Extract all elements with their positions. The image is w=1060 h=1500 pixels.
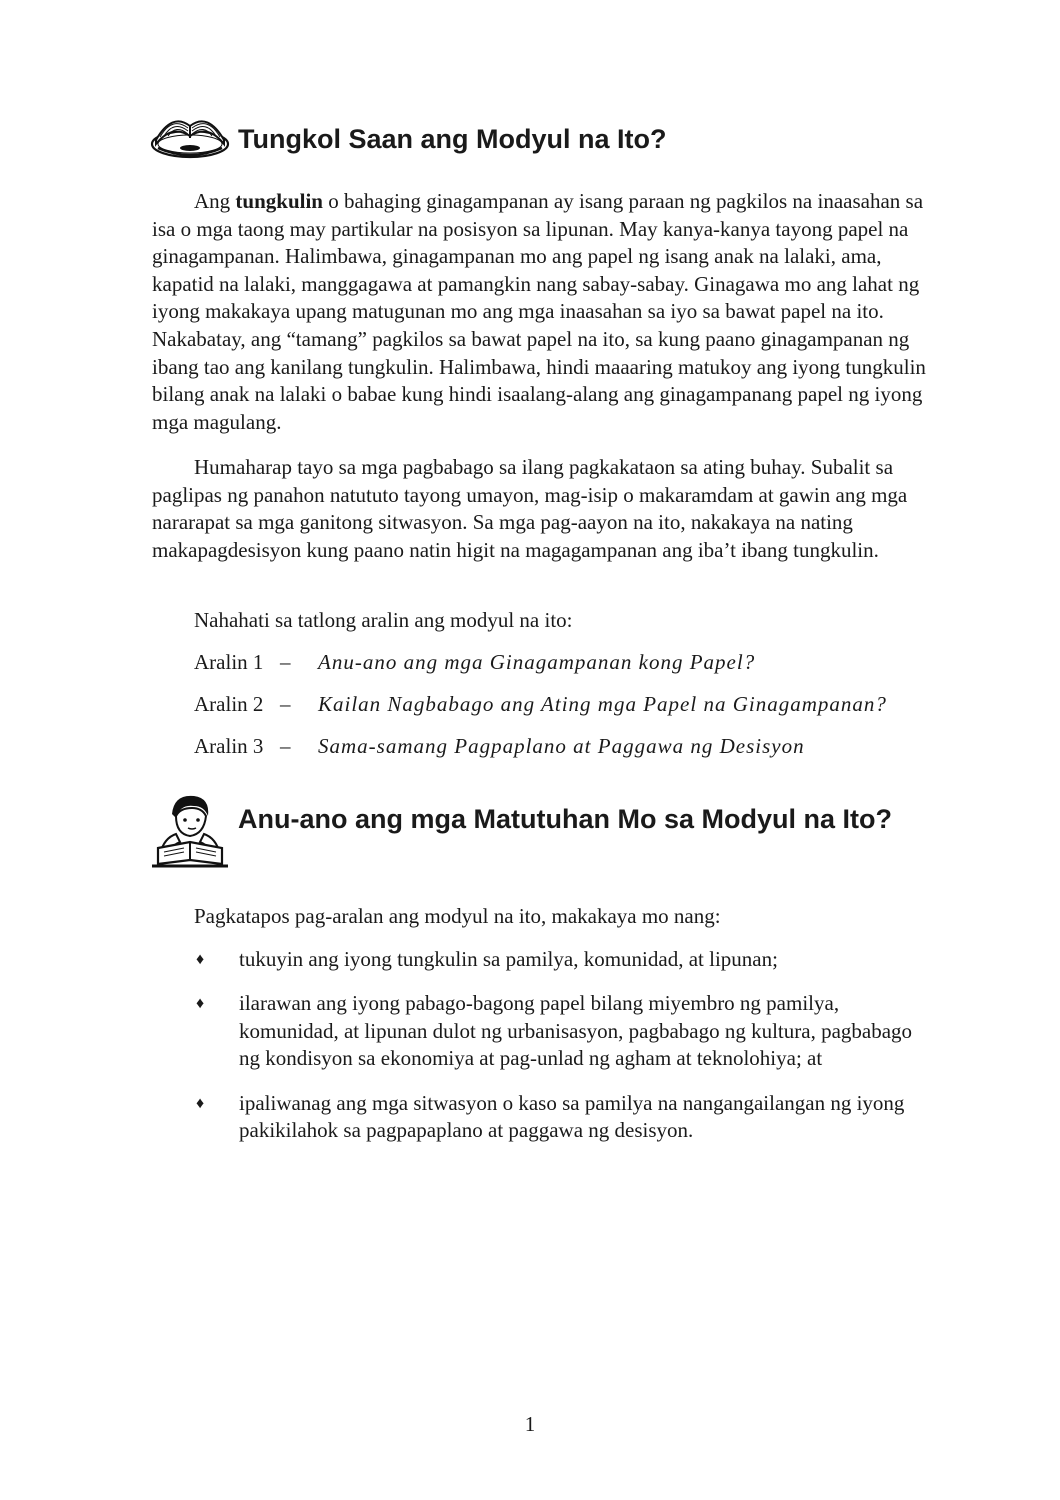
- paragraph-2-text: Humaharap tayo sa mga pagbabago sa ilang pagkakataon sa ating buhay. Subalit sa paglipas ng panahon natututo tayong umayon, mag-isip o makaramdam at gawin ang mga nararapat sa mga ganitong sitwasyon. Sa mga pag-aayon na ito, nakakaya na nating makapagdesisyon kung paano natin higit na magagampanan ang iba’t ibang tungkulin.: [152, 455, 908, 562]
- paragraph-1-pre: Ang: [194, 189, 236, 213]
- list-item-text: tukuyin ang iyong tungkulin sa pamilya, komunidad, at lipunan;: [239, 947, 778, 971]
- paragraph-1-post: o bahaging ginagampanan ay isang paraan ng pagkilos na inaasahan sa isa o mga taong may partikular na posisyon sa lipunan. May kanya-kanya tayong papel na ginagampanan. Halimbawa, ginagampanan mo ang papel ng isang anak na lalaki, ama, kapatid na lalaki, manggagawa at pamangkin nang sabay-sabay. Ginagawa mo ang lahat ng iyong makakaya upang matugunan mo ang mga inaasahan sa iyo sa bawat papel na ito. Nakabatay, ang “tamang” pagkilos sa bawat papel na ito, sa kung paano ginagampanan ng ibang tao ang kanilang tungkulin. Halimbawa, hindi maaaring matukoy ang iyong tungkulin bilang anak na lalaki o babae kung hindi isaalang-alang ang ginagampanang papel ng iyong mga magulang.: [152, 189, 926, 434]
- section-title-objectives: Anu-ano ang mga Matutuhan Mo sa Modyul na Ito?: [238, 804, 892, 834]
- section-title-about: Tungkol Saan ang Modyul na Ito?: [238, 124, 667, 154]
- lesson-label: Aralin 1: [194, 650, 264, 674]
- diamond-bullet-icon: ♦: [196, 1094, 205, 1112]
- list-item: [194, 946, 924, 973]
- student-reading-icon: [150, 790, 230, 875]
- term-tungkulin: tungkulin: [235, 189, 323, 213]
- list-item-text: ipaliwanag ang mga sitwasyon o kaso sa pamilya na nangangailangan ng iyong pakikilahok sa pagpapaplano at paggawa ng desisyon.: [239, 1090, 905, 1143]
- lesson-title: Anu-ano ang mga Ginagampanan kong Papel?: [318, 650, 756, 674]
- lesson-label: Aralin 2: [194, 692, 264, 716]
- paragraph-1-text: [152, 188, 927, 436]
- lesson-label: Aralin 3: [194, 734, 264, 758]
- objectives-intro: Pagkatapos pag-aralan ang modyul na ito, makakaya mo nang:: [194, 904, 721, 928]
- lesson-dash: –: [280, 650, 291, 674]
- lesson-dash: –: [280, 692, 291, 716]
- lesson-list: [194, 649, 887, 775]
- lesson-title: Sama-samang Pagpaplano at Paggawa ng Desisyon: [318, 734, 805, 758]
- list-item: [194, 990, 924, 1072]
- lesson-title: Kailan Nagbabago ang Ating mga Papel na Ginagampanan?: [318, 692, 887, 716]
- lesson-item: [194, 691, 887, 733]
- paragraph-definition: [152, 188, 927, 436]
- page-number: 1: [524, 1412, 536, 1436]
- objectives-list: [194, 946, 924, 1144]
- lesson-dash: –: [280, 734, 291, 758]
- list-item-text: ilarawan ang iyong pabago-bagong papel bilang miyembro ng pamilya, komunidad, at lipunan dulot ng urbanisasyon, pagbabago ng kultura, pagbabago ng kondisyon sa ekonomiya at pag-unlad ng agham at teknolohiya; at: [239, 991, 913, 1071]
- lesson-item: [194, 733, 887, 775]
- section-header-about: [150, 104, 667, 165]
- open-book-icon: [150, 104, 230, 165]
- section-header-objectives: [150, 790, 918, 875]
- paragraph-changes: [152, 454, 927, 564]
- diamond-bullet-icon: ♦: [196, 995, 205, 1013]
- list-item: [194, 1090, 924, 1145]
- lessons-intro: Nahahati sa tatlong aralin ang modyul na ito:: [194, 608, 573, 632]
- lesson-item: [194, 649, 887, 691]
- diamond-bullet-icon: ♦: [196, 951, 205, 968]
